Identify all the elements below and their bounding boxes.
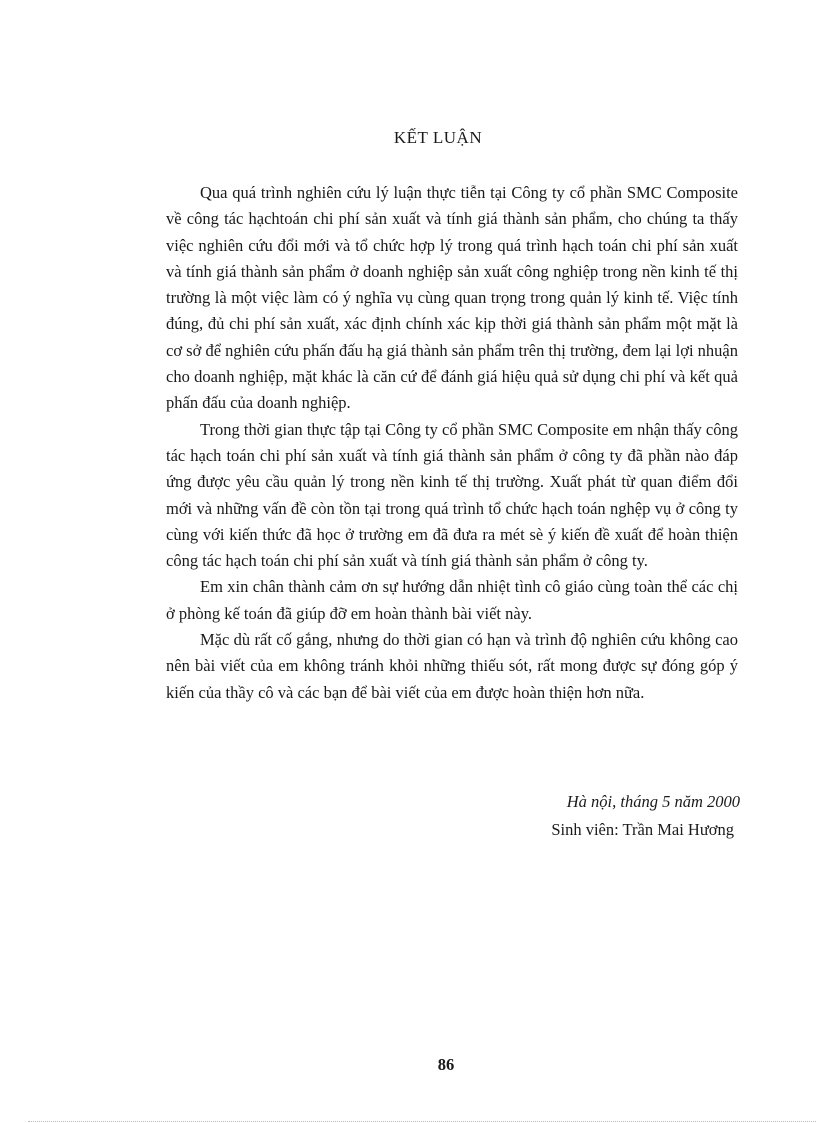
body-text bbox=[166, 180, 738, 706]
page-title: KẾT LUẬN bbox=[393, 128, 483, 147]
paragraph-2: Trong thời gian thực tập tại Công ty cổ phần SMC Composite em nhận thấy công tác hạch toán chi phí sản xuất và tính giá thành sản phẩm ở công ty đã phần nào đáp ứng được yêu cầu quản lý trong nền kinh tế thị trường. Xuất phát từ quan điểm đổi mới và những vấn đề còn tồn tại trong quá trình tổ chức hạch toán nghệp vụ ở công ty cùng với kiến thức đã học ở trường em đã đưa ra mét sè ý kiến đề xuất để hoàn thiện công tác hạch toán chi phí sản xuất và tính giá thành sản phẩm ở công ty. bbox=[166, 419, 738, 571]
bottom-divider bbox=[28, 1121, 816, 1122]
page-number: 86 bbox=[437, 1055, 455, 1074]
place-date: Hà nội, tháng 5 năm 2000 bbox=[566, 792, 740, 811]
author-line: Sinh viên: Trần Mai Hương bbox=[551, 820, 734, 839]
paragraph-1: Qua quá trình nghiên cứu lý luận thực tiễn tại Công ty cổ phần SMC Composite về công tác hạchtoán chi phí sản xuất và tính giá thành sản phẩm, cho chúng ta thấy việc nghiên cứu đổi mới và tổ chức hợp lý trong quá trình hạch toán chi phí sản xuất và tính giá thành sản phẩm ở doanh nghiệp sản xuất công nghiệp trong nền kinh tế thị trường là một việc làm có ý nghĩa vụ cùng quan trọng trong quản lý kinh tế. Việc tính đúng, đủ chi phí sản xuất, xác định chính xác kịp thời giá thành sản phẩm một mặt là cơ sở để nghiên cứu phấn đấu hạ giá thành sản phẩm trên thị trường, đem lại lợi nhuận cho doanh nghiệp, mặt khác là căn cứ để đánh giá hiệu quả sử dụng chi phí và kết quả phấn đấu của doanh nghiệp. bbox=[166, 183, 738, 413]
signature-block bbox=[166, 788, 740, 844]
paragraph-4: Mặc dù rất cố gắng, nhưng do thời gian có hạn và trình độ nghiên cứu không cao nên bài viết của em không tránh khỏi những thiếu sót, rất mong được sự đóng góp ý kiến của thầy cô và các bạn để bài viết của em được hoàn thiện hơn nữa. bbox=[166, 630, 738, 702]
paragraph-3: Em xin chân thành cảm ơn sự hướng dẫn nhiệt tình cô giáo cùng toàn thể các chị ở phòng kế toán đã giúp đỡ em hoàn thành bài viết này. bbox=[166, 577, 738, 623]
